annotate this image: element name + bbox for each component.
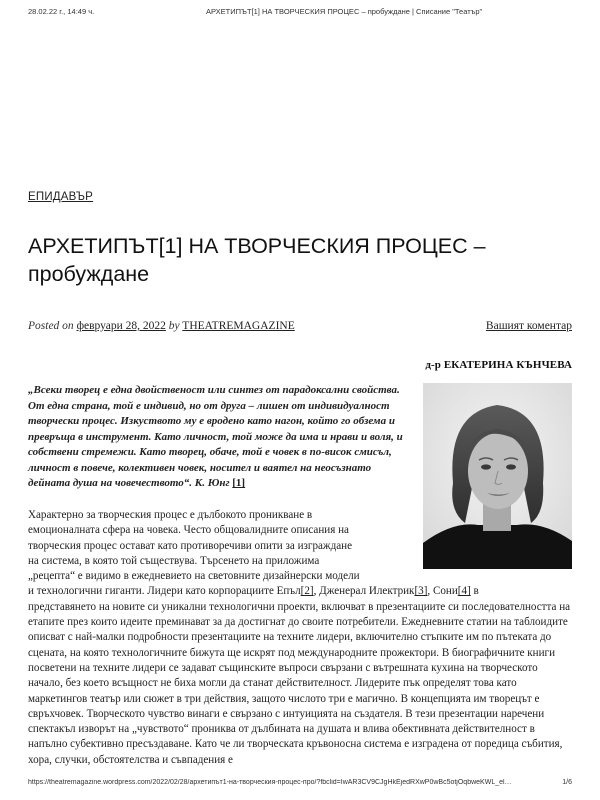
body-text-segment: , Сони (427, 585, 458, 598)
footnote-link-4[interactable]: [4] (457, 585, 471, 598)
body-text-segment: в (470, 585, 479, 598)
comment-link[interactable]: Вашият коментар (485, 320, 572, 332)
print-page-title: АРХЕТИПЪТ[1] НА ТВОРЧЕСКИЯ ПРОЦЕС – пробуждане | Списание "Театър" (206, 7, 483, 16)
article-title: АРХЕТИПЪТ[1] НА ТВОРЧЕСКИЯ ПРОЦЕС – пробуждане (28, 234, 486, 286)
print-date: 28.02.22 г., 14:49 ч. (28, 7, 95, 16)
post-meta (28, 320, 295, 332)
quote-footnote-link[interactable]: [1] (232, 477, 246, 489)
footnote-link-3[interactable]: [3] (414, 585, 428, 598)
article-author: д-р ЕКАТЕРИНА КЪНЧЕВА (425, 359, 572, 371)
body-line: творческия процес остават като противоречиви опити за изграждане (28, 539, 353, 552)
body-line (28, 584, 573, 599)
body-text-segment: , Дженерал Илектрик (313, 585, 415, 598)
post-date-link[interactable]: февруари 28, 2022 (76, 320, 166, 332)
category-link[interactable]: ЕПИДАВЪР (28, 191, 94, 203)
body-line: „рецепта“ е видимо в ежедневието на световните дизайнерски модели (28, 570, 360, 583)
by-label: by (168, 320, 180, 332)
body-paragraph: представянето на новите си уникални технологични проекти, включват в презентациите си последователността на етапите през които идеите преминават за да достигнат до своите потребители. Ежедневните статии на таблоидите описват с най-малки подробности презентациите на техните лидери, включително стъпките им по пътеката до сцената, на която технологичните бижута ще искрят под международните прожектори. В биографичните книги посветени на техните лидери се задават същинските въпроси свързани с вътрешната кухина на творческото начало, без което всъщност не биха могли да станат действителност. Лидерите пък определят това като маркетингов театър или сюжет в три действия, защото числото три е магично. В концепцията им творецът е свръхчовек. Творческото чувство винаги е свързано с интуицията на създателя. В тези презентации наречени спектакъл изворът на „чувството“ прониква от дълбината на душата и влива обективната действителност в напълно субективно пресъздаване. Като че ли творческата кръвоносна система е изградена от поредица събития, хора, случки, обстоятелства и съвпадения е (28, 600, 571, 766)
body-line: на система, в която той съществува. Търсенето на приложима (28, 554, 320, 567)
posted-on-label: Posted on (28, 320, 74, 332)
footnote-link-2[interactable]: [2] (300, 585, 314, 598)
page-number: 1/6 (562, 779, 572, 786)
author-link[interactable]: THEATREMAGAZINE (182, 320, 295, 332)
article-body (28, 508, 573, 768)
body-wrapped-beside-photo (28, 508, 416, 584)
print-url: https://theatremagazine.wordpress.com/2022/02/28/архетипът1-на-творческия-процес-про/?fbclid=IwAR3CV9CJgHkEjedRXwP0wBc5otjOqbweKWL_el… (28, 779, 512, 786)
body-line: емоционалната сфера на човека. Често общовалидните описания на (28, 524, 349, 537)
body-text-segment: и технологични гиганти. Лидери като корпорациите Епъл (28, 585, 301, 598)
epigraph-quote (28, 383, 412, 492)
body-line: Характерно за творческия процес е дълбокото проникване в (28, 509, 313, 521)
quote-text: „Всеки творец е една двойственост или синтез от парадоксални свойства. От една страна, той е индивид, но от друга – лишен от индивидуалност творчески процес. Изкуството му е вродено като нагон, който го обзема и превръща в инструмент. Като личност, той може да има и нрави и воля, и собствени стремежи. Като творец, обаче, той е човек в по-висок смисъл, личност в повече, колективен човек, носител и ваятел на неосъзнато дейната душа на човечеството“. К. Юнг (28, 384, 403, 489)
